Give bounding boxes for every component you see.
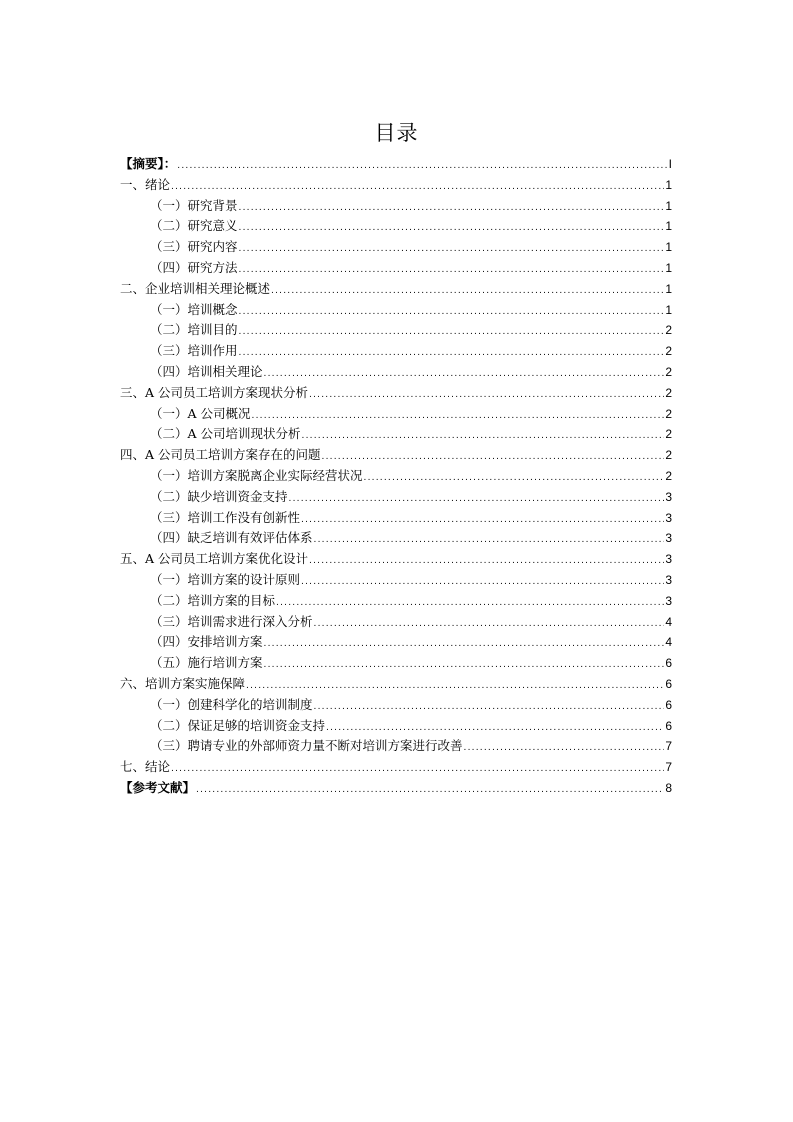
toc-dot-leader <box>322 447 665 468</box>
toc-entry[interactable] <box>120 237 672 258</box>
toc-entry-page-number: 3 <box>665 531 672 546</box>
toc-dot-leader <box>264 655 665 676</box>
toc-entry-page-number: 2 <box>665 427 672 442</box>
toc-entry-page-number: 1 <box>665 240 672 255</box>
toc-entry-page-number: 1 <box>665 260 672 275</box>
toc-entry[interactable] <box>120 362 672 383</box>
toc-dot-leader <box>309 385 664 406</box>
toc-entry-page-number: 1 <box>665 219 672 234</box>
toc-entry-label: （二）缺少培训资金支持 <box>150 488 288 504</box>
toc-entry[interactable] <box>120 196 672 217</box>
toc-entry-page-number: 2 <box>665 448 672 463</box>
toc-dot-leader <box>252 406 665 427</box>
toc-entry[interactable] <box>120 695 672 716</box>
toc-dot-leader <box>276 593 664 614</box>
toc-dot-leader <box>301 572 664 593</box>
toc-entry[interactable] <box>120 466 672 487</box>
toc-entry-page-number: I <box>668 157 672 171</box>
toc-entry[interactable] <box>120 528 672 549</box>
toc-entry[interactable] <box>120 632 672 653</box>
page-title: 目录 <box>374 121 419 145</box>
toc-entry[interactable] <box>120 445 672 466</box>
toc-entry[interactable] <box>120 258 672 279</box>
toc-entry-page-number: 6 <box>665 676 672 691</box>
toc-entry-label: （四）研究方法 <box>150 259 238 275</box>
toc-dot-leader <box>314 614 665 635</box>
toc-dot-leader <box>239 239 665 260</box>
toc-entry-label: （一）培训概念 <box>150 301 238 317</box>
toc-entry-label: （二）保证足够的培训资金支持 <box>150 717 326 733</box>
toc-entry-label: （三）培训作用 <box>150 343 238 359</box>
toc-entry[interactable] <box>120 716 672 737</box>
toc-entry[interactable] <box>120 341 672 362</box>
toc-dot-leader <box>239 260 665 281</box>
toc-entry-label: （二）培训方案的目标 <box>150 592 276 608</box>
toc-entry-page-number: 2 <box>665 385 672 400</box>
toc-entry-page-number: 2 <box>665 323 672 338</box>
table-of-contents <box>120 154 672 799</box>
toc-entry-label: （一）A 公司概况 <box>150 405 251 421</box>
toc-entry-label: （一）创建科学化的培训制度 <box>150 696 313 712</box>
toc-dot-leader <box>289 489 665 510</box>
toc-entry-label: （二）培训目的 <box>150 322 238 338</box>
toc-entry[interactable] <box>120 674 672 695</box>
toc-dot-leader <box>177 156 667 177</box>
toc-dot-leader <box>309 551 664 572</box>
toc-entry-page-number: 4 <box>665 635 672 650</box>
toc-entry-label: （二）研究意义 <box>150 218 238 234</box>
toc-dot-leader <box>171 759 664 780</box>
toc-dot-leader <box>239 198 665 219</box>
toc-entry-label: （一）培训方案脱离企业实际经营状况 <box>150 467 363 483</box>
toc-entry-label: 四、A 公司员工培训方案存在的问题 <box>120 447 321 463</box>
toc-dot-leader <box>302 426 665 447</box>
toc-dot-leader <box>196 780 664 801</box>
toc-dot-leader <box>239 302 665 323</box>
toc-entry-label: 五、A 公司员工培训方案优化设计 <box>120 551 309 567</box>
toc-entry[interactable] <box>120 757 672 778</box>
toc-entry-page-number: 3 <box>665 552 672 567</box>
toc-entry-label: 六、培训方案实施保障 <box>120 675 246 691</box>
toc-dot-leader <box>239 218 665 239</box>
toc-entry-page-number: 1 <box>665 177 672 192</box>
toc-entry[interactable] <box>120 549 672 570</box>
toc-entry-page-number: 2 <box>665 406 672 421</box>
toc-entry-page-number: 4 <box>665 614 672 629</box>
toc-dot-leader <box>239 322 665 343</box>
toc-entry-label: （四）缺乏培训有效评估体系 <box>150 530 313 546</box>
toc-entry-label: （三）培训工作没有创新性 <box>150 509 301 525</box>
toc-entry-page-number: 1 <box>665 281 672 296</box>
toc-entry-page-number: 3 <box>665 510 672 525</box>
toc-entry-page-number: 2 <box>665 468 672 483</box>
toc-entry[interactable] <box>120 300 672 321</box>
toc-entry[interactable] <box>120 508 672 529</box>
toc-entry-page-number: 1 <box>665 302 672 317</box>
toc-entry-label: 【摘要】： <box>120 156 177 171</box>
toc-entry-page-number: 6 <box>665 697 672 712</box>
toc-dot-leader <box>264 634 665 655</box>
toc-entry[interactable] <box>120 216 672 237</box>
toc-entry-label: （一）培训方案的设计原则 <box>150 571 301 587</box>
toc-entry[interactable] <box>120 736 672 757</box>
toc-entry[interactable] <box>120 424 672 445</box>
toc-entry-label: 七、结论 <box>120 759 171 775</box>
toc-dot-leader <box>314 697 665 718</box>
toc-entry[interactable] <box>120 175 672 196</box>
toc-dot-leader <box>271 281 664 302</box>
toc-entry-label: 一、绪论 <box>120 176 171 192</box>
toc-entry-label: （二）A 公司培训现状分析 <box>150 426 301 442</box>
toc-entry-page-number: 1 <box>665 198 672 213</box>
toc-entry[interactable] <box>120 653 672 674</box>
toc-dot-leader <box>301 510 664 531</box>
toc-entry-label: （三）聘请专业的外部师资力量不断对培训方案进行改善 <box>150 738 463 754</box>
toc-entry-label: （三）培训需求进行深入分析 <box>150 613 313 629</box>
toc-entry-page-number: 2 <box>665 344 672 359</box>
toc-entry[interactable] <box>120 154 672 175</box>
toc-entry-label: （四）培训相关理论 <box>150 363 263 379</box>
toc-entry-label: 三、A 公司员工培训方案现状分析 <box>120 384 309 400</box>
toc-dot-leader <box>326 718 664 739</box>
toc-entry-page-number: 2 <box>665 364 672 379</box>
toc-entry-label: （四）安排培训方案 <box>150 634 263 650</box>
toc-dot-leader <box>314 530 665 551</box>
toc-entry-page-number: 3 <box>665 572 672 587</box>
toc-entry[interactable] <box>120 279 672 300</box>
toc-dot-leader <box>246 676 664 697</box>
toc-entry[interactable] <box>120 591 672 612</box>
toc-entry-label: 二、企业培训相关理论概述 <box>120 280 271 296</box>
toc-entry-page-number: 6 <box>665 718 672 733</box>
toc-entry-page-number: 3 <box>665 489 672 504</box>
toc-dot-leader <box>239 343 665 364</box>
toc-dot-leader <box>264 364 665 385</box>
toc-entry-page-number: 7 <box>665 739 672 754</box>
toc-entry-label: （五）施行培训方案 <box>150 655 263 671</box>
toc-dot-leader <box>364 468 665 489</box>
toc-entry-page-number: 8 <box>665 780 672 795</box>
toc-entry-label: 【参考文献】 <box>120 779 196 795</box>
toc-entry-label: （三）研究内容 <box>150 239 238 255</box>
toc-entry[interactable] <box>120 570 672 591</box>
toc-entry[interactable] <box>120 320 672 341</box>
toc-entry[interactable] <box>120 612 672 633</box>
toc-dot-leader <box>464 738 665 759</box>
toc-entry-page-number: 7 <box>665 760 672 775</box>
toc-entry[interactable] <box>120 487 672 508</box>
toc-entry-label: （一）研究背景 <box>150 197 238 213</box>
toc-entry-page-number: 6 <box>665 656 672 671</box>
toc-entry[interactable] <box>120 404 672 425</box>
toc-entry[interactable] <box>120 383 672 404</box>
toc-entry-page-number: 3 <box>665 593 672 608</box>
toc-dot-leader <box>171 177 664 198</box>
toc-entry[interactable] <box>120 778 672 799</box>
